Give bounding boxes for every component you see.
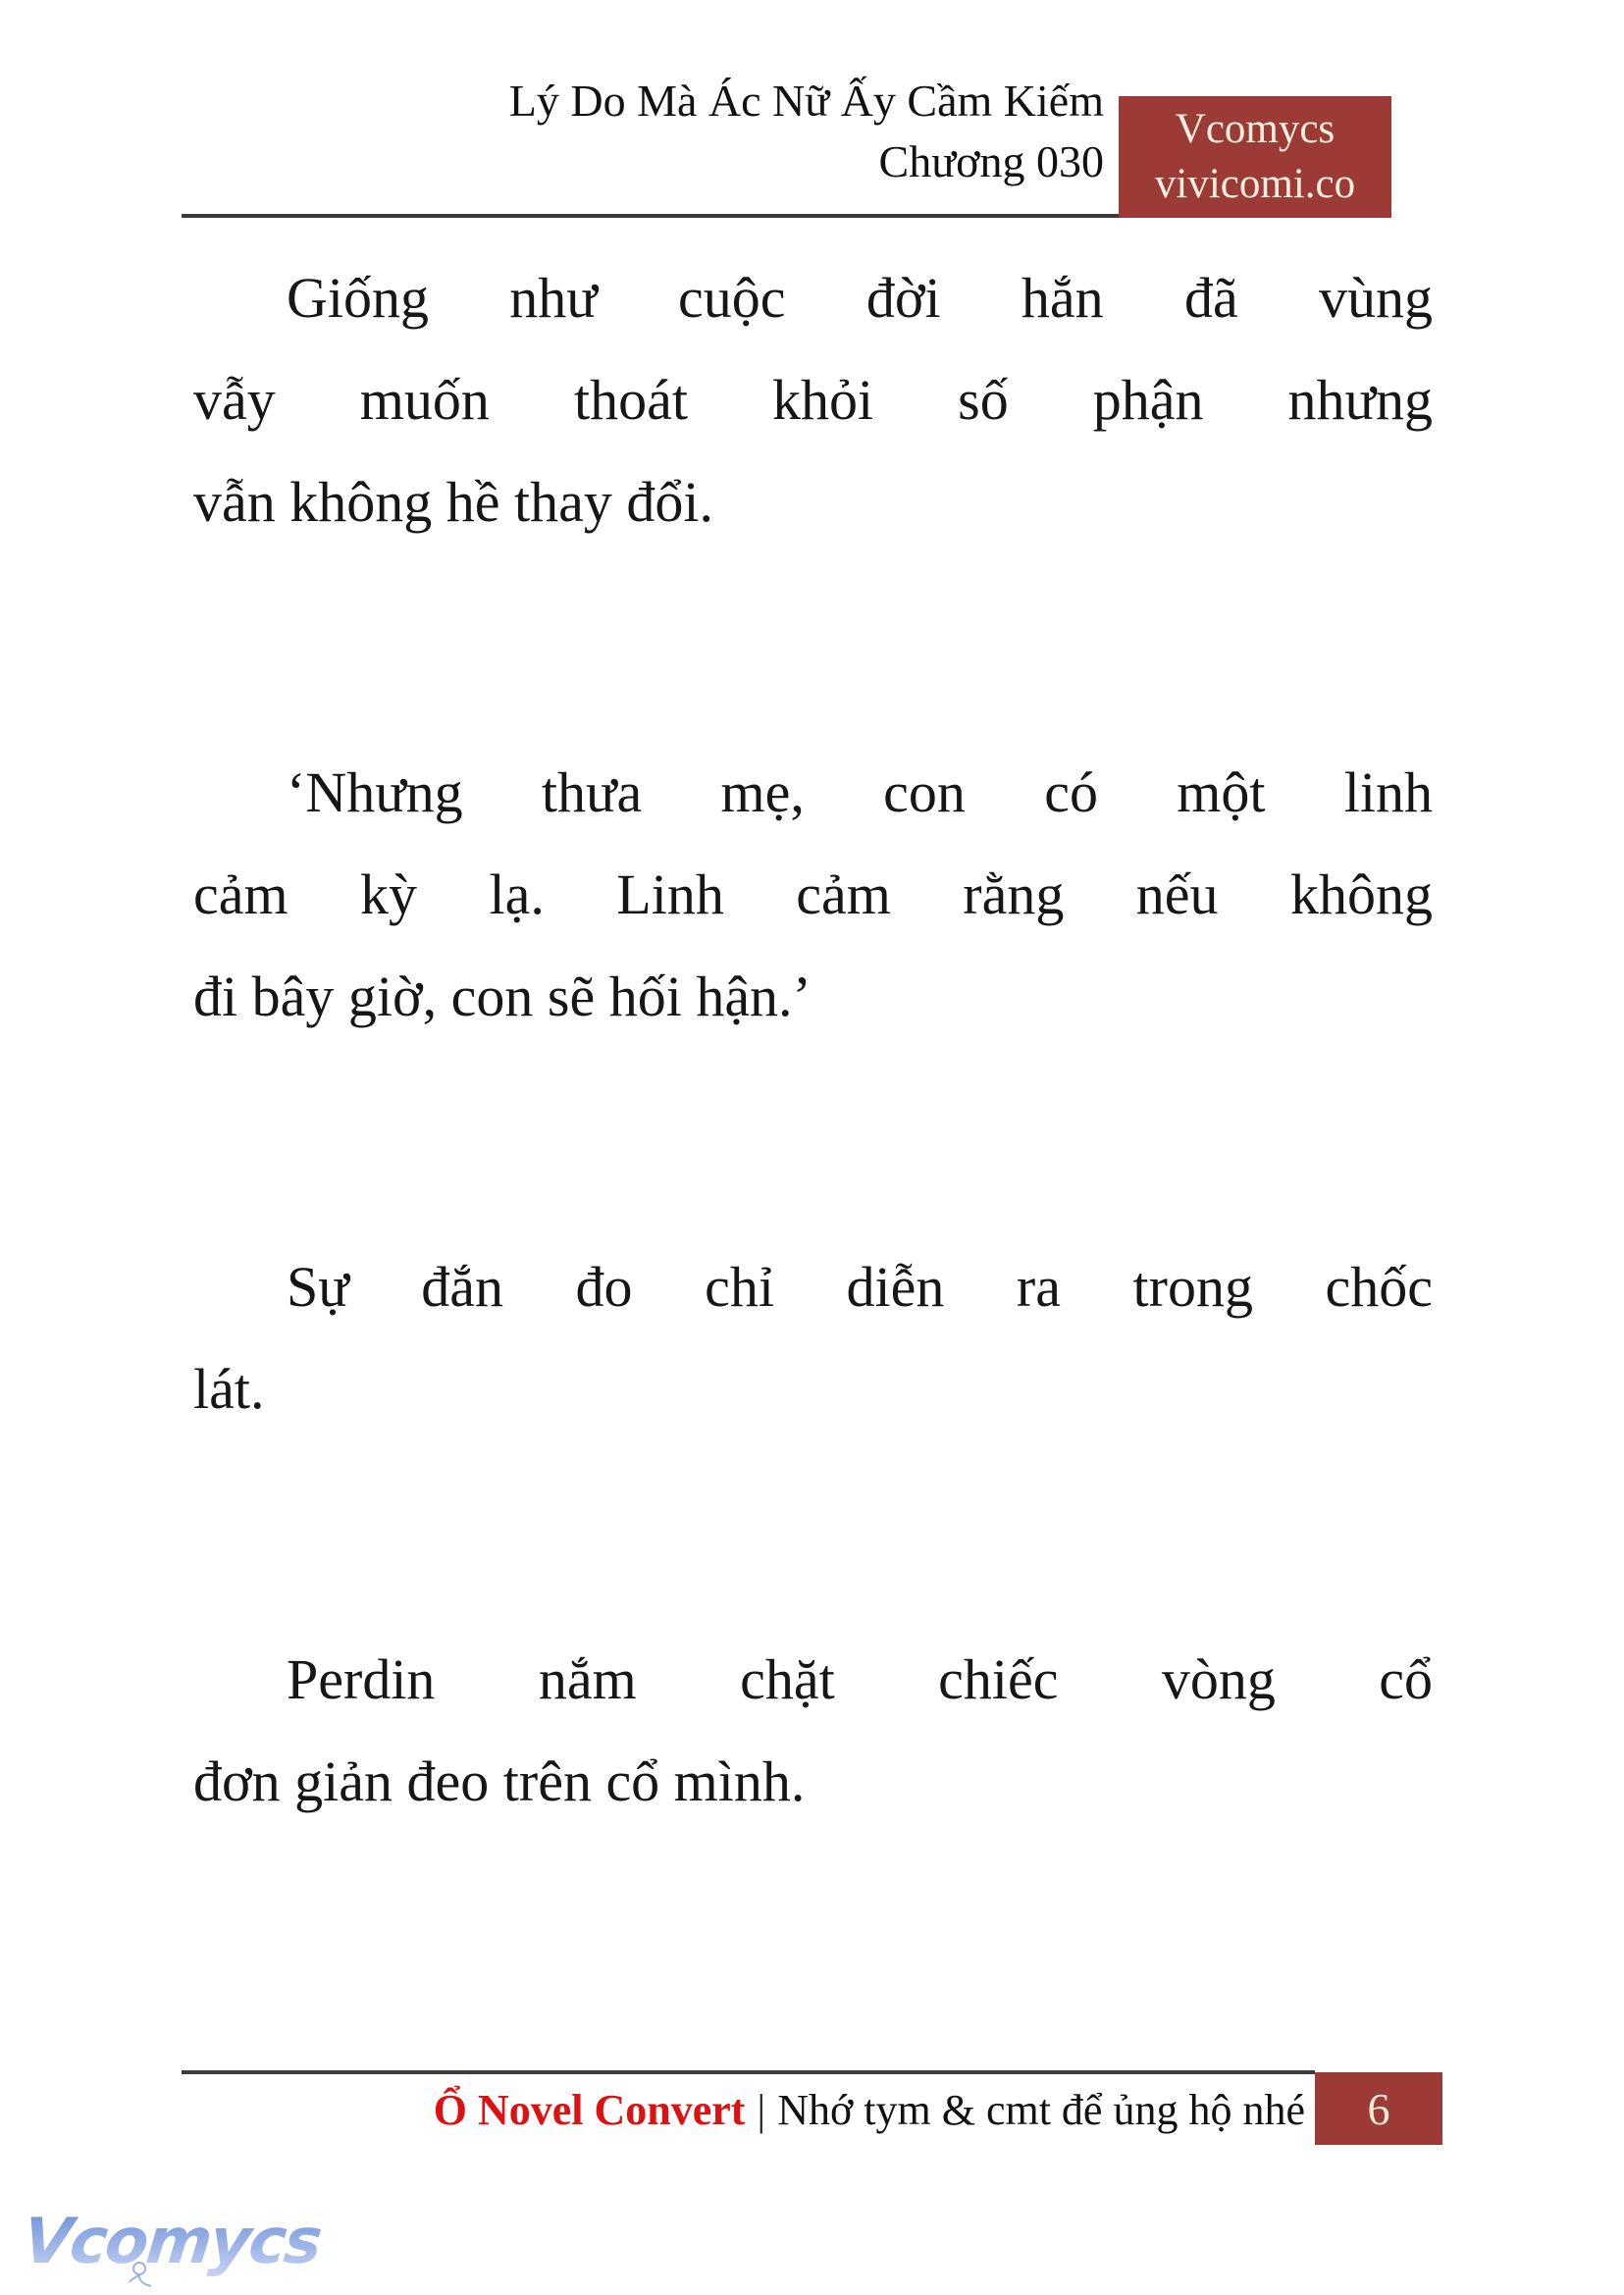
- body-line: đi bây giờ, con sẽ hối hận.’: [193, 965, 812, 1028]
- body-paragraph: [193, 1236, 1433, 1440]
- footer-separator: |: [757, 2086, 766, 2134]
- chapter-label: Chương 030: [878, 136, 1104, 186]
- publisher-site: vivicomi.co: [1154, 161, 1356, 207]
- body-line: cảm kỳ lạ. Linh cảm rằng nếu không: [193, 862, 1433, 926]
- footer-note: Nhớ tym & cmt để ủng hộ nhé: [777, 2086, 1305, 2134]
- body-line: vẫy muốn thoát khỏi số phận nhưng: [193, 368, 1433, 432]
- page-footer: [434, 2080, 1305, 2141]
- publisher-name: Vcomycs: [1175, 106, 1336, 152]
- body-paragraph: [193, 742, 1433, 1048]
- body-line: Perdin nắm chặt chiếc vòng cổ: [287, 1647, 1433, 1711]
- page-header: [509, 71, 1104, 192]
- body-text: [193, 247, 1433, 1833]
- page-number: 6: [1367, 2083, 1390, 2134]
- body-line: Sự đắn đo chỉ diễn ra trong chốc: [287, 1255, 1433, 1319]
- footer-brand: Ổ Novel Convert: [433, 2086, 746, 2134]
- body-line: đơn giản đeo trên cổ mình.: [193, 1749, 806, 1813]
- header-divider: [182, 214, 1119, 218]
- vcomycs-watermark-logo: Vcomycs: [20, 2206, 324, 2278]
- page-title: Lý Do Mà Ác Nữ Ấy Cầm Kiếm: [508, 76, 1104, 126]
- body-line: ‘Nhưng thưa mẹ, con có một linh: [287, 760, 1433, 824]
- page-number-badge: [1315, 2072, 1442, 2145]
- body-paragraph: [193, 247, 1433, 553]
- body-line: Giống như cuộc đời hắn đã vùng: [287, 266, 1433, 330]
- body-line: lát.: [193, 1357, 265, 1421]
- body-line: vẫn không hề thay đổi.: [193, 470, 713, 534]
- publisher-badge: [1119, 96, 1391, 218]
- body-paragraph: [193, 1629, 1433, 1833]
- footer-divider: [182, 2070, 1315, 2074]
- rose-icon: [126, 2257, 159, 2290]
